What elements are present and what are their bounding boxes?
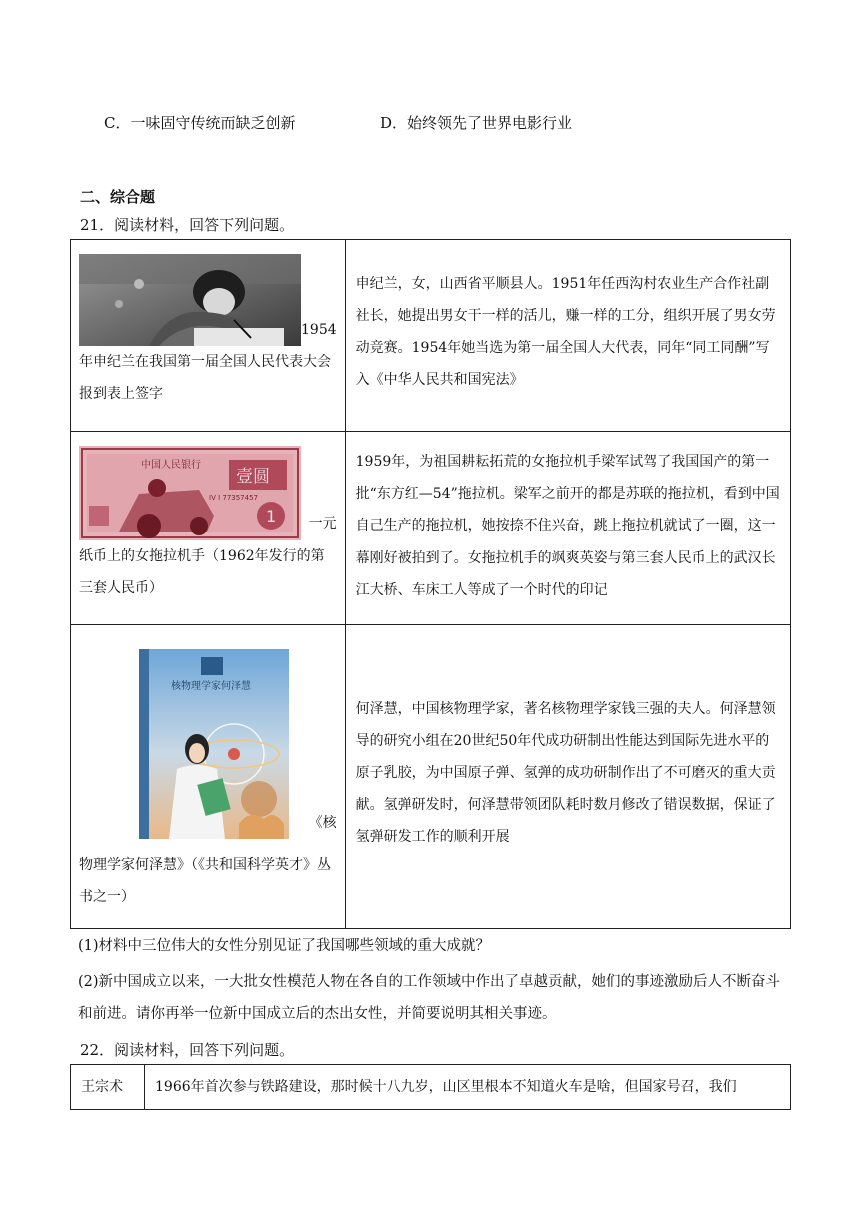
caption-cell bbox=[71, 432, 346, 625]
table-row bbox=[71, 432, 791, 625]
section-title: 二、综合题 bbox=[80, 188, 156, 206]
banknote-corner-value: 1 bbox=[266, 507, 277, 526]
photo-shen-jilan-signing bbox=[79, 254, 301, 346]
banknote-bank-name: 中国人民银行 bbox=[141, 460, 201, 471]
q21-material-table bbox=[70, 239, 791, 929]
material-text: 何泽慧，中国核物理学家，著名核物理学家钱三强的夫人。何泽慧领导的研究小组在20世纪50年代成功研制出性能达到国际先进水平的原子乳胶，为中国原子弹、氢弹的成功研制作出了不可磨灭的重大贡献。氢弹研发时，何泽慧带领团队耗时数月修改了错误数据，保证了氢弹研发工作的顺利开展 bbox=[345, 625, 790, 929]
q21-title: 21．阅读材料，回答下列问题。 bbox=[80, 216, 295, 234]
banknote-serial: IV I 77357457 bbox=[209, 494, 258, 502]
question-1: (1)材料中三位伟大的女性分别见证了我国哪些领域的重大成就？ bbox=[78, 938, 491, 954]
material-text: 1959年，为祖国耕耘拓荒的女拖拉机手梁军试驾了我国国产的第一批“东方红—54”拖拉机。梁军之前开的都是苏联的拖拉机，看到中国自己生产的拖拉机，她按捺不住兴奋，跳上拖拉机就试了一圈，这一幕刚好被拍到了。女拖拉机手的飒爽英姿与第三套人民币上的武汉长江大桥、车床工人等成了一个时代的印记 bbox=[345, 432, 790, 625]
caption-inline: 一元 bbox=[308, 516, 337, 532]
q22-material-table bbox=[70, 1064, 791, 1110]
book-title: 核物理学家何泽慧 bbox=[170, 681, 251, 692]
caption-cell bbox=[71, 625, 346, 929]
table-row bbox=[71, 1065, 791, 1110]
caption-inline: 《核 bbox=[308, 815, 337, 831]
banknote-image bbox=[79, 446, 301, 540]
book-cover-image bbox=[139, 649, 289, 839]
caption-text: 年申纪兰在我国第一届全国人民代表大会报到表上签字 bbox=[79, 354, 331, 402]
question-2: (2)新中国成立以来，一大批女性模范人物在各自的工作领域中作出了卓越贡献，她们的事迹激励后人不断奋斗和前进。请你再举一位新中国成立后的杰出女性，并简要说明其相关事迹。 bbox=[78, 974, 781, 1022]
caption-text: 纸币上的女拖拉机手（1962年发行的第三套人民币） bbox=[79, 548, 325, 596]
material-text: 1966年首次参与铁路建设，那时候十八九岁，山区里根本不知道火车是啥，但国家号召，我们 bbox=[145, 1065, 791, 1110]
table-row bbox=[71, 625, 791, 929]
caption-text: 物理学家何泽慧》（《共和国科学英才》丛书之一） bbox=[79, 857, 331, 905]
option-c: C．一味固守传统而缺乏创新 bbox=[104, 114, 296, 132]
table-row bbox=[71, 240, 791, 432]
caption-cell bbox=[71, 240, 346, 432]
banknote-denomination: 壹圆 bbox=[236, 467, 270, 487]
q22-title: 22．阅读材料，回答下列问题。 bbox=[80, 1041, 295, 1059]
material-text: 申纪兰，女，山西省平顺县人。1951年任西沟村农业生产合作社副社长，她提出男女干一样的活儿，赚一样的工分，组织开展了男女劳动竞赛。1954年她当选为第一届全国人大代表，同年“同工同酬”写入《中华人民共和国宪法》 bbox=[345, 240, 790, 432]
caption-inline: 1954 bbox=[301, 322, 337, 338]
option-d: D．始终领先了世界电影行业 bbox=[380, 114, 573, 132]
person-name: 王宗术 bbox=[71, 1065, 145, 1110]
